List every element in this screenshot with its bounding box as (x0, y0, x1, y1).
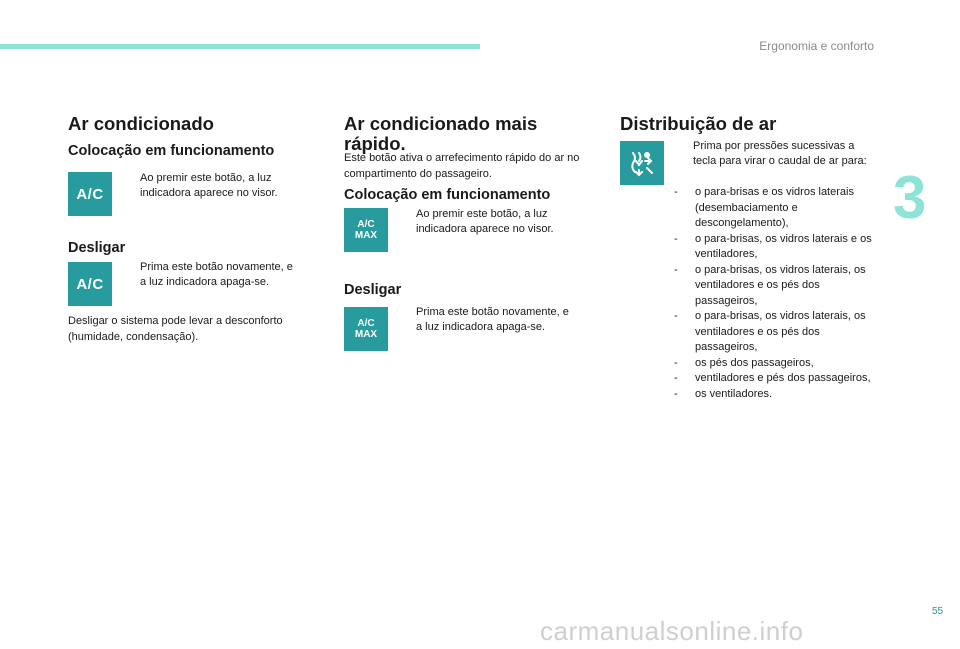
subheading-colocacao: Colocação em funcionamento (68, 143, 275, 159)
bullet-item: Ao premir este botão, a luz indicadora aparece no visor. (140, 172, 278, 199)
ac-max-button-icon: A/C MAX (344, 307, 388, 351)
chapter-number: 3 (893, 164, 927, 231)
section-title: Distribuição de ar (620, 113, 777, 134)
chapter-title: Ergonomia e conforto (759, 39, 874, 53)
list-item: - o para-brisas, os vidros laterais e os ventiladores, (674, 232, 872, 260)
top-accent-bar (0, 44, 480, 49)
list-item: - ventiladores e pés dos passageiros, (674, 372, 871, 384)
air-distribution-list (674, 185, 874, 402)
note-text: Desligar o sistema pode levar a desconforto (humidade, condensação). (68, 315, 283, 343)
list-item: - os ventiladores. (674, 387, 773, 400)
air-distribution-icon (625, 146, 659, 180)
watermark: carmanualsonline.info (540, 616, 804, 646)
bullet-item: Prima por pressões sucessivas a tecla para virar o caudal de ar para: (693, 140, 867, 167)
page-number: 55 (932, 606, 944, 617)
ac-button-icon: A/C (68, 172, 112, 216)
subheading-desligar: Desligar (68, 240, 126, 256)
subheading-colocacao: Colocação em funcionamento (344, 187, 551, 203)
section-title: Ar condicionado mais rápido. (344, 113, 538, 154)
ac-button-icon: A/C (68, 262, 112, 306)
bullet-item: Ao premir este botão, a luz indicadora aparece no visor. (416, 208, 554, 235)
air-distribution-icon (620, 141, 664, 185)
list-item: - os pés dos passageiros, (674, 356, 814, 369)
list-item: - o para-brisas, os vidros laterais, os ventiladores e os pés dos passageiros, (674, 310, 866, 353)
bullet-item: Prima este botão novamente, e a luz indicadora apaga-se. (416, 306, 569, 333)
bullet-item: Prima este botão novamente, e a luz indicadora apaga-se. (140, 261, 293, 288)
ac-max-button-icon: A/C MAX (344, 208, 388, 252)
list-item: - o para-brisas, os vidros laterais, os ventiladores e os pés dos passageiros, (674, 263, 866, 307)
subheading-desligar: Desligar (344, 282, 402, 298)
section-title: Ar condicionado (68, 113, 214, 134)
list-item: - o para-brisas e os vidros laterais (desembaciamento e descongelamento), (674, 186, 854, 229)
section-ar-condicionado (68, 114, 318, 134)
intro-text: Este botão ativa o arrefecimento rápido do ar no compartimento do passageiro. (344, 152, 580, 180)
